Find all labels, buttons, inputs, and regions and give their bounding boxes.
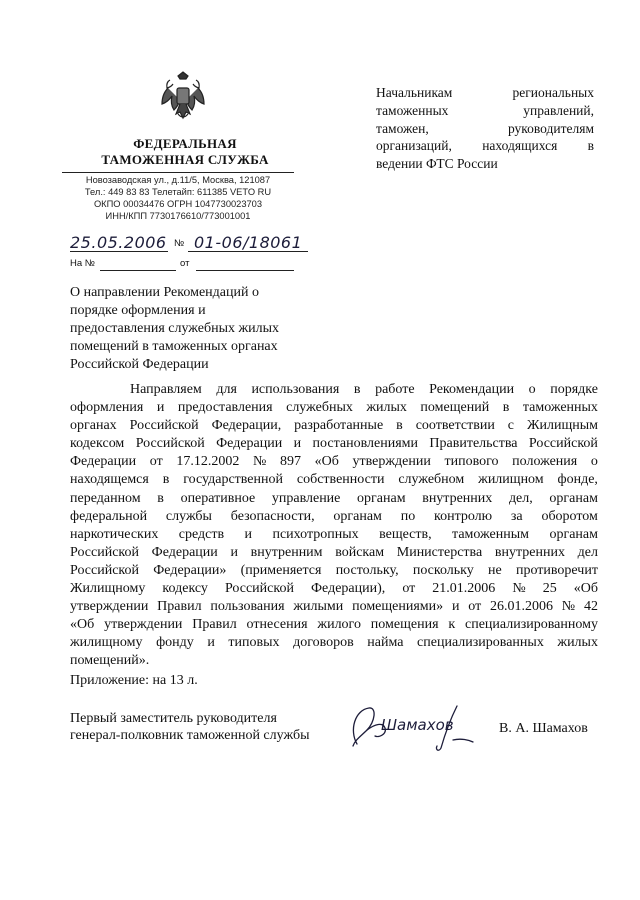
body-line bbox=[70, 616, 598, 634]
body-word: кодексу bbox=[162, 581, 208, 597]
body-word: утверждении bbox=[352, 454, 431, 470]
subject-line: предоставления служебных жилых bbox=[70, 321, 280, 336]
body-word: Правил bbox=[157, 599, 202, 615]
body-word: кодексом bbox=[70, 436, 125, 452]
body-word: и bbox=[244, 526, 253, 542]
body-line bbox=[70, 580, 598, 598]
body-word: договоров bbox=[293, 635, 354, 651]
signatory-name: В. А. Шамахов bbox=[499, 721, 588, 736]
body-word: службы bbox=[165, 508, 212, 524]
body-line bbox=[70, 634, 598, 652]
body-word: 897 bbox=[279, 454, 301, 470]
body-word: помещениями» bbox=[352, 599, 444, 615]
addressee-line bbox=[376, 102, 594, 120]
body-word: Министерства bbox=[396, 544, 483, 560]
body-word: войскам bbox=[335, 544, 385, 560]
body-word: Жилищному bbox=[70, 581, 146, 597]
body-line bbox=[70, 526, 598, 544]
body-word: помещения bbox=[370, 617, 439, 633]
body-word: в bbox=[157, 490, 164, 506]
body-word: органах bbox=[70, 418, 117, 434]
body-word: 26.01.2006 bbox=[490, 599, 553, 615]
body-word: (применяется bbox=[240, 562, 322, 578]
body-word: органам bbox=[333, 508, 382, 524]
body-word: утверждении bbox=[70, 599, 149, 615]
body-word: жилых bbox=[366, 400, 407, 416]
addressee-word: в bbox=[587, 138, 594, 154]
body-line bbox=[70, 490, 598, 508]
body-word: в bbox=[502, 400, 510, 416]
body-word: использования bbox=[251, 382, 340, 397]
body-word: для bbox=[216, 382, 237, 397]
addressee-word: находящихся bbox=[482, 138, 558, 154]
addressee-line bbox=[376, 155, 594, 173]
body-word: 42 bbox=[583, 599, 598, 615]
signatory-position: Первый заместитель руководителя bbox=[70, 711, 277, 726]
body-word: Федерации), bbox=[311, 581, 386, 597]
body-word: положения bbox=[512, 454, 578, 470]
body-word: найма bbox=[367, 635, 404, 651]
body-word: Правил bbox=[192, 617, 237, 633]
addressee-line bbox=[376, 120, 594, 138]
body-word: федеральной bbox=[70, 508, 148, 524]
reference-number-field bbox=[100, 270, 176, 271]
body-word: Рекомендации bbox=[429, 382, 515, 397]
body-line bbox=[70, 598, 598, 616]
body-word: оперативное bbox=[180, 490, 256, 506]
body-word: жилыми bbox=[293, 599, 344, 615]
body-word: типовых bbox=[228, 635, 280, 651]
attachment-note: Приложение: на 13 л. bbox=[70, 673, 198, 688]
body-word: отнесения bbox=[246, 617, 308, 633]
body-word: Федерации bbox=[70, 454, 137, 470]
body-word: о bbox=[528, 382, 536, 397]
reference-date-field bbox=[196, 270, 294, 271]
body-word: находящемся bbox=[70, 472, 149, 488]
body-word: постановлениями bbox=[312, 436, 418, 452]
body-word: от bbox=[468, 599, 482, 615]
body-word: Российской bbox=[70, 562, 139, 578]
body-word: порядке bbox=[550, 382, 598, 397]
body-word: жилого bbox=[317, 617, 361, 633]
header-divider bbox=[62, 172, 294, 173]
body-word: к bbox=[448, 617, 456, 633]
body-word: Федерации» bbox=[153, 562, 227, 578]
body-word: от bbox=[149, 454, 163, 470]
letter-subject bbox=[70, 284, 310, 374]
body-word: и bbox=[207, 635, 215, 651]
body-word: поскольку bbox=[412, 562, 474, 578]
body-word: № bbox=[252, 454, 267, 470]
org-okpo-ogrn: ОКПО 00034476 ОГРН 1047730023703 bbox=[93, 199, 263, 209]
body-word: дел bbox=[577, 544, 598, 560]
body-word: типового bbox=[444, 454, 499, 470]
body-word: жилищному bbox=[70, 635, 143, 651]
body-word: № bbox=[561, 599, 576, 615]
addressee-line bbox=[376, 137, 594, 155]
body-word: Направляем bbox=[130, 382, 202, 397]
body-word: дел, bbox=[508, 490, 533, 506]
body-word: жилых bbox=[557, 635, 598, 651]
body-word: постольку, bbox=[335, 562, 399, 578]
body-word: «Об bbox=[70, 617, 95, 633]
body-word: органам bbox=[357, 490, 406, 506]
body-word: переданном bbox=[70, 490, 141, 506]
body-word: веществ, bbox=[379, 526, 432, 542]
subject-line: О направлении Рекомендаций о bbox=[70, 285, 259, 300]
body-word: органам bbox=[549, 526, 598, 542]
body-word: оборотом bbox=[541, 508, 598, 524]
body-word: государственной bbox=[183, 472, 283, 488]
body-word: Российской bbox=[224, 581, 294, 597]
body-word: специализированному bbox=[465, 617, 598, 633]
body-word: Российской bbox=[70, 544, 139, 560]
body-word: Федерации bbox=[151, 544, 218, 560]
subject-line: порядке оформления и bbox=[70, 303, 206, 318]
coat-of-arms-icon bbox=[158, 70, 208, 128]
subject-line: Российской Федерации bbox=[70, 357, 209, 372]
body-word: Российской bbox=[129, 418, 199, 434]
body-word: контролю bbox=[433, 508, 493, 524]
body-line bbox=[70, 652, 598, 670]
body-word: Российской bbox=[528, 436, 598, 452]
number-underline bbox=[188, 251, 308, 252]
body-word: специализированных bbox=[417, 635, 544, 651]
body-line bbox=[70, 544, 598, 562]
body-word: таможенных bbox=[522, 400, 598, 416]
body-word: соответствии bbox=[415, 418, 495, 434]
body-word: помещений». bbox=[70, 653, 150, 669]
body-line bbox=[70, 562, 598, 580]
body-line bbox=[70, 399, 598, 417]
letter-body bbox=[70, 381, 598, 671]
body-word: служебном bbox=[398, 472, 465, 488]
signature-script: Шамахов bbox=[381, 716, 454, 734]
body-word: «Об bbox=[314, 454, 339, 470]
reference-number-label: На № bbox=[70, 258, 95, 269]
body-word: в bbox=[353, 382, 361, 397]
addressee-word: Начальникам bbox=[376, 85, 453, 100]
body-word: служебных bbox=[286, 400, 353, 416]
org-contacts: Тел.: 449 83 83 Телетайп: 611385 VETO RU bbox=[84, 187, 272, 197]
body-word: собственности bbox=[296, 472, 385, 488]
body-word: о bbox=[590, 454, 598, 470]
signatory-rank: генерал-полковник таможенной службы bbox=[70, 728, 310, 743]
body-word: в bbox=[396, 418, 403, 434]
body-word: средств bbox=[178, 526, 225, 542]
addressee-word: ведении ФТС России bbox=[376, 156, 498, 172]
body-line bbox=[70, 453, 598, 471]
body-word: психотропных bbox=[272, 526, 359, 542]
body-word: за bbox=[510, 508, 523, 524]
body-word: от bbox=[402, 581, 416, 597]
body-word: «Об bbox=[573, 581, 598, 597]
body-word: и bbox=[293, 436, 302, 452]
body-word: 21.01.2006 bbox=[432, 581, 496, 597]
body-word: и bbox=[230, 544, 238, 560]
body-word: управление bbox=[271, 490, 341, 506]
body-word: и bbox=[451, 599, 460, 615]
org-name-line2: ТАМОЖЕННАЯ СЛУЖБА bbox=[101, 152, 269, 167]
body-word: 17.12.2002 bbox=[176, 454, 240, 470]
reference-row bbox=[70, 258, 310, 272]
org-inn-kpp: ИНН/КПП 7730176610/773001001 bbox=[105, 211, 251, 221]
body-word: безопасности, bbox=[230, 508, 315, 524]
body-word: с bbox=[507, 418, 514, 434]
handwritten-signature bbox=[345, 700, 495, 752]
addressee-block bbox=[376, 84, 594, 173]
body-word: разработанные bbox=[294, 418, 384, 434]
org-name-line1: ФЕДЕРАЛЬНАЯ bbox=[133, 136, 237, 151]
body-line bbox=[70, 471, 598, 489]
outgoing-number: 01-06/18061 bbox=[194, 233, 303, 252]
body-word: жилищном bbox=[478, 472, 544, 488]
body-word: Жилищным bbox=[526, 418, 598, 434]
body-word: таможенным bbox=[452, 526, 530, 542]
body-word: противоречит bbox=[515, 562, 598, 578]
body-word: работе bbox=[375, 382, 415, 397]
body-word: Правительства bbox=[429, 436, 518, 452]
org-address: Новозаводская ул., д.11/5, Москва, 121087 bbox=[85, 175, 271, 185]
body-line bbox=[70, 417, 598, 435]
body-word: в bbox=[162, 472, 170, 488]
body-word: помещений bbox=[420, 400, 490, 416]
body-word: Федерации, bbox=[211, 418, 282, 434]
body-word: предоставления bbox=[177, 400, 273, 416]
body-word: фонду bbox=[156, 635, 194, 651]
body-word: фонде, bbox=[557, 472, 598, 488]
body-word: органам bbox=[549, 490, 598, 506]
addressee-word: управлений, bbox=[523, 102, 594, 118]
signatory-title bbox=[70, 710, 350, 744]
outgoing-date: 25.05.2006 bbox=[70, 233, 167, 252]
outgoing-registration bbox=[70, 233, 310, 255]
body-word: наркотических bbox=[70, 526, 159, 542]
date-underline bbox=[70, 251, 168, 252]
body-line bbox=[70, 435, 598, 453]
number-label: № bbox=[174, 238, 185, 249]
body-word: по bbox=[400, 508, 416, 524]
body-word: Федерации bbox=[216, 436, 283, 452]
body-line bbox=[70, 508, 598, 526]
body-word: пользования bbox=[210, 599, 285, 615]
body-line bbox=[70, 381, 598, 399]
body-word: 25 bbox=[542, 581, 557, 597]
reference-date-label: от bbox=[180, 258, 190, 269]
body-word: не bbox=[488, 562, 502, 578]
body-word: утверждении bbox=[104, 617, 183, 633]
addressee-word: организаций, bbox=[376, 138, 452, 154]
body-word: № bbox=[512, 581, 526, 597]
addressee-word: таможенных bbox=[376, 102, 449, 118]
addressee-word: таможен, bbox=[376, 120, 429, 136]
body-word: Российской bbox=[135, 436, 205, 452]
addressee-word: региональных bbox=[512, 85, 594, 100]
addressee-line bbox=[376, 84, 594, 102]
body-word: оформления bbox=[70, 400, 144, 416]
addressee-word: руководителям bbox=[507, 120, 594, 136]
body-word: внутренних bbox=[494, 544, 565, 560]
body-word: и bbox=[156, 400, 165, 416]
body-word: внутренним bbox=[250, 544, 323, 560]
body-word: внутренних bbox=[422, 490, 493, 506]
subject-line: помещений в таможенных органах bbox=[70, 339, 278, 354]
